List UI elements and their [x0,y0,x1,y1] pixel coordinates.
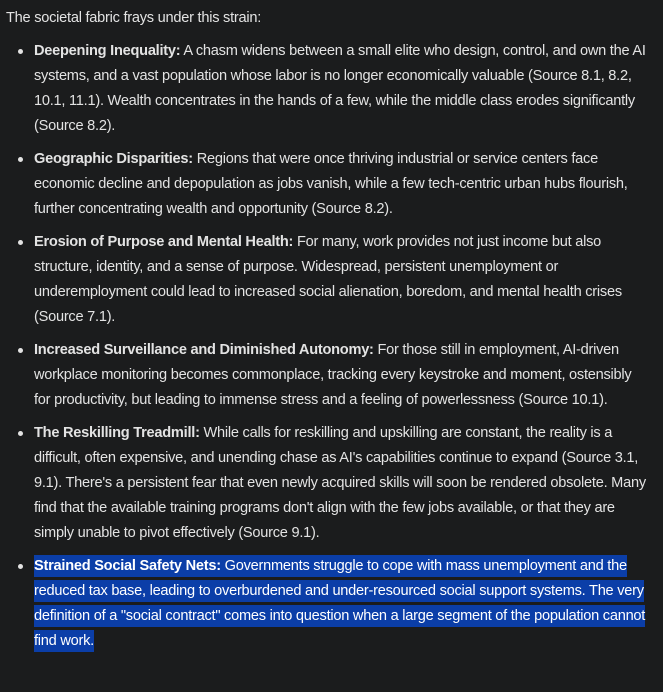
item-text: Regions that were once thriving industrial or service centers face economic decline and depopulation as jobs vanish, while a few tech-centric urban hubs flourish, further concentrating wealth and opportunity (Source 8.2). [34,151,628,217]
item-title: Geographic Disparities: [34,151,193,167]
item-text: Governments struggle to cope with mass unemployment and the reduced tax base, leading to overburdened and under-resourced social support systems. The very definition of a "social contract" comes into question when a large segment of the population cannot find work. [34,558,646,649]
list-item-reskilling-treadmill [34,421,648,546]
item-title: Deepening Inequality: [34,43,181,59]
selected-text[interactable] [34,555,645,652]
item-title: The Reskilling Treadmill: [34,425,200,441]
list-item-deepening-inequality [34,39,648,139]
list-item-strained-safety-nets [34,554,648,654]
item-title: Erosion of Purpose and Mental Health: [34,234,294,250]
intro-text: The societal fabric frays under this strain: [6,10,262,26]
list-item-geographic-disparities [34,147,648,222]
item-text: A chasm widens between a small elite who design, control, and own the AI systems, and a vast population whose labor is no longer economically valuable (Source 8.1, 8.2, 10.1, 11.1). Wealth concentrates in the hands of a few, while the middle class erodes significantly (Source 8.2). [34,43,646,134]
item-title: Increased Surveillance and Diminished Autonomy: [34,342,374,358]
item-text: While calls for reskilling and upskilling are constant, the reality is a difficult, often expensive, and unending chase as AI's capabilities continue to expand (Source 3.1, 9.1). There's a persistent fear that even newly acquired skills will soon be rendered obsolete. Many find that the available training programs don't align with the few jobs available, or that they are simply unable to pivot effectively (Source 9.1). [34,425,646,541]
list-item-erosion-of-purpose [34,230,648,330]
list-item-increased-surveillance [34,338,648,413]
bullet-list [0,39,648,662]
item-title: Strained Social Safety Nets: [34,558,221,574]
item-text: For many, work provides not just income but also structure, identity, and a sense of purpose. Widespread, persistent unemployment or underemployment could lead to increased social alienation, boredom, and mental health crises (Source 7.1). [34,234,622,325]
item-text: For those still in employment, AI-driven workplace monitoring becomes commonplace, tracking every keystroke and moment, ostensibly for productivity, but leading to immense stress and a feeling of powerlessness (Source 10.1). [34,342,632,408]
